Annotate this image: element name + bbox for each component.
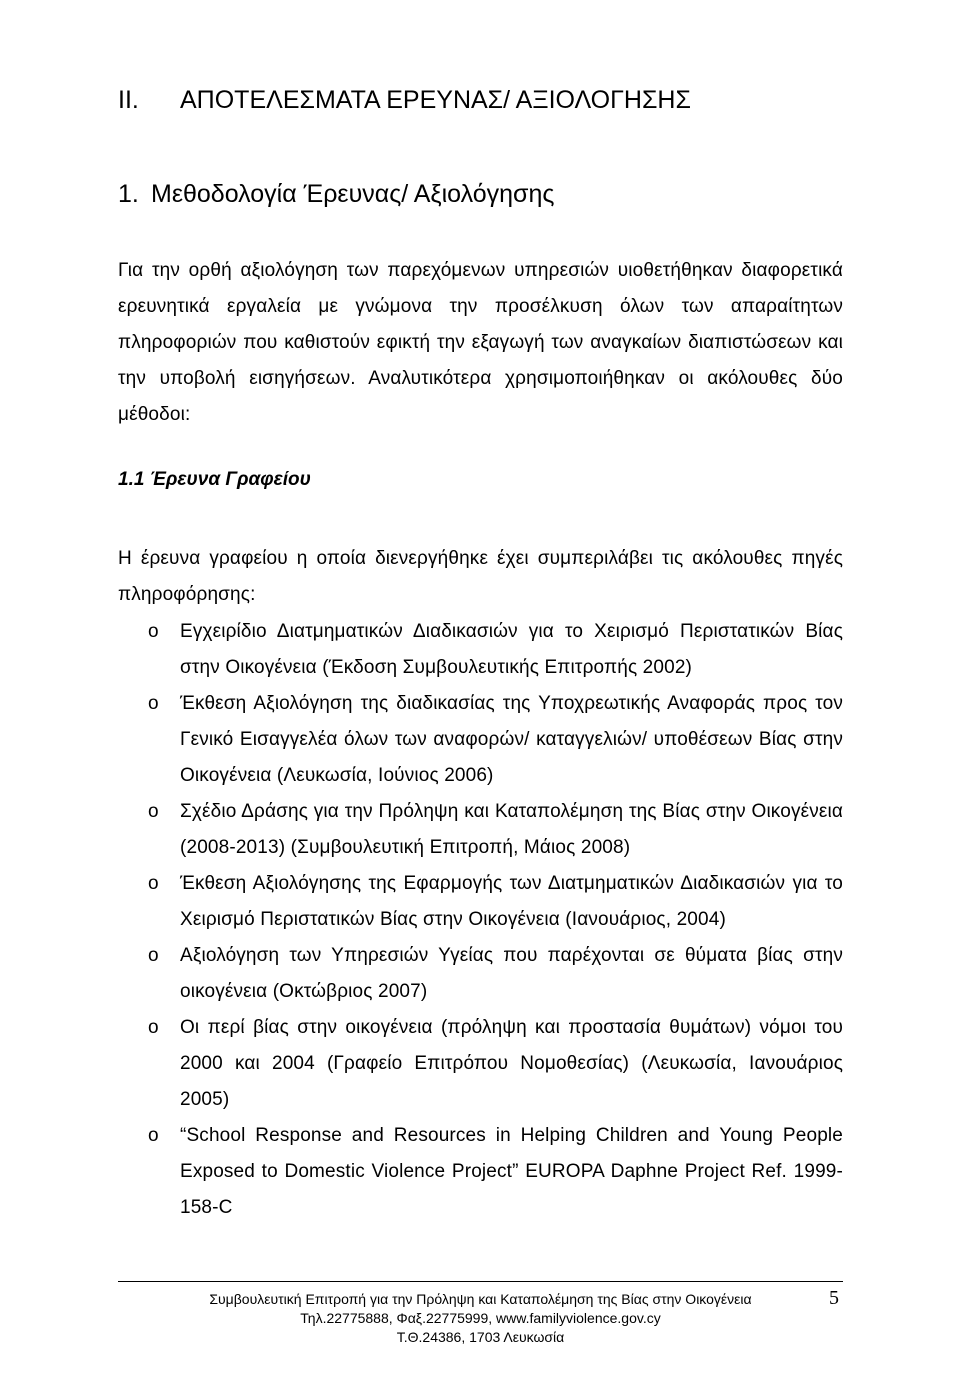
bullet-marker: o [148, 801, 159, 822]
list-item-text: “School Response and Resources in Helping Children and Young People Exposed to Domestic Violence Project” EUROPA Daphne Project Ref. 1999-158-C [180, 1125, 843, 1218]
footer-address: Τ.Θ.24386, 1703 Λευκωσία [396, 1329, 565, 1345]
section-heading [118, 180, 554, 209]
bullet-marker: o [148, 621, 159, 642]
subsection-heading: 1.1 Έρευνα Γραφείου [118, 469, 311, 490]
page-footer [118, 1290, 843, 1347]
sources-list [118, 614, 843, 1226]
bullet-marker: o [148, 945, 159, 966]
bullet-marker: o [148, 693, 159, 714]
list-item [118, 794, 843, 866]
section-number: 1. [118, 180, 139, 208]
chapter-number: II. [118, 86, 139, 114]
section-title: Μεθοδολογία Έρευνας/ Αξιολόγησης [151, 180, 555, 208]
list-item-text: Αξιολόγηση των Υπηρεσιών Υγείας που παρέχονται σε θύματα βίας στην οικογένεια (Οκτώβριος 2007) [180, 945, 843, 1002]
bullet-marker: o [148, 1125, 159, 1146]
desk-research-paragraph: Η έρευνα γραφείου η οποία διενεργήθηκε έχει συμπεριλάβει τις ακόλουθες πηγές πληροφόρησης: [118, 548, 843, 605]
list-item-text: Εγχειρίδιο Διατμηματικών Διαδικασιών για το Χειρισμό Περιστατικών Βίας στην Οικογένεια (Έκδοση Συμβουλευτικής Επιτροπής 2002) [180, 621, 843, 678]
chapter-title: ΑΠΟΤΕΛΕΣΜΑΤΑ ΕΡΕΥΝΑΣ/ ΑΞΙΟΛΟΓΗΣΗΣ [180, 86, 691, 114]
page-number: 5 [829, 1287, 839, 1309]
footer-organization: Συμβουλευτική Επιτροπή για την Πρόληψη και Καταπολέμηση της Βίας στην Οικογένεια [209, 1291, 752, 1307]
bullet-marker: o [148, 1017, 159, 1038]
list-item-text: Έκθεση Αξιολόγηση της διαδικασίας της Υποχρεωτικής Αναφοράς προς τον Γενικό Εισαγγελέα όλων των αναφορών/ καταγγελιών/ υποθέσεων Βίας στην Οικογένεια (Λευκωσία, Ιούνιος 2006) [180, 693, 843, 786]
list-item-text: Σχέδιο Δράσης για την Πρόληψη και Καταπολέμηση της Βίας στην Οικογένεια (2008-2013) (Συμβουλευτική Επιτροπή, Μάιος 2008) [180, 801, 843, 858]
list-item [118, 614, 843, 686]
bullet-marker: o [148, 873, 159, 894]
intro-paragraph: Για την ορθή αξιολόγηση των παρεχόμενων υπηρεσιών υιοθετήθηκαν διαφορετικά ερευνητικά εργαλεία με γνώμονα την προσέλκυση όλων των απαραίτητων πληροφοριών που καθιστούν εφικτή την εξαγωγή των αναγκαίων διαπιστώσεων και την υποβολή εισηγήσεων. Αναλυτικότερα χρησιμοποιήθηκαν οι ακόλουθες δύο μέθοδοι: [118, 260, 843, 425]
footer-divider [118, 1281, 843, 1282]
list-item [118, 866, 843, 938]
list-item [118, 1118, 843, 1226]
list-item [118, 686, 843, 794]
chapter-heading [118, 86, 691, 115]
list-item [118, 938, 843, 1010]
footer-contact: Τηλ.22775888, Φαξ.22775999, www.familyviolence.gov.cy [300, 1310, 661, 1326]
list-item-text: Έκθεση Αξιολόγησης της Εφαρμογής των Διατμηματικών Διαδικασιών για το Χειρισμό Περιστατικών Βίας στην Οικογένεια (Ιανουάριος, 2004) [180, 873, 843, 930]
list-item [118, 1010, 843, 1118]
list-item-text: Οι περί βίας στην οικογένεια (πρόληψη και προστασία θυμάτων) νόμοι του 2000 και 2004 (Γραφείο Επιτρόπου Νομοθεσίας) (Λευκωσία, Ιανουάριος 2005) [180, 1017, 843, 1110]
